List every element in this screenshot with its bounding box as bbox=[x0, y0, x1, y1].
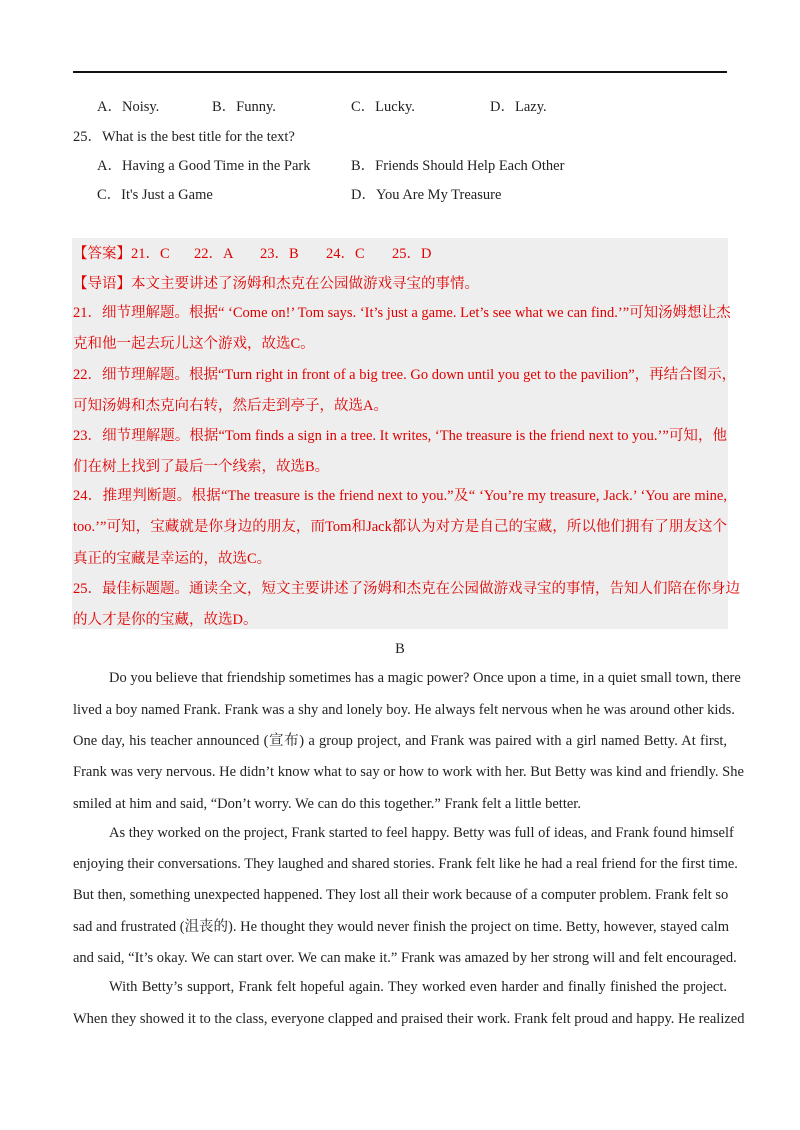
option-a[interactable]: A．Having a Good Time in the Park bbox=[97, 158, 311, 174]
option-b[interactable]: B．Funny. bbox=[212, 99, 276, 115]
guide-text: 【导语】本文主要讲述了汤姆和杰克在公园做游戏寻宝的事情。 bbox=[73, 276, 479, 292]
explanation-22-line-1: 22．细节理解题。根据“Turn right in front of a big tree. Go down until you get to the pavilion”，再结合图示， bbox=[73, 367, 737, 383]
explanation-24-line-3: 真正的宝藏是幸运的，故选C。 bbox=[73, 551, 272, 567]
explanation-23-line-2: 们在树上找到了最后一个线索，故选B。 bbox=[73, 459, 330, 475]
paragraph-2-line-1: As they worked on the project, Frank started to feel happy. Betty was full of ideas, and Frank found himself bbox=[109, 825, 734, 841]
paragraph-2-line-4: sad and frustrated (沮丧的). He thought they would never finish the project on time. Betty, however, stayed calm bbox=[73, 919, 730, 935]
explanation-25-line-1: 25．最佳标题题。通读全文，短文主要讲述了汤姆和杰克在公园做游戏寻宝的事情，告知人们陪在你身边 bbox=[73, 581, 740, 597]
paragraph-1-line-2: lived a boy named Frank. Frank was a shy and lonely boy. He always felt nervous when he was around other kids. bbox=[73, 702, 735, 718]
answer-22: 22．A bbox=[194, 246, 234, 262]
answer-24: 24．C bbox=[326, 246, 365, 262]
explanation-24-line-1: 24．推理判断题。根据“The treasure is the friend next to you.”及“ ‘You’re my treasure, Jack.’ ‘You are mine, bbox=[73, 488, 727, 504]
option-d[interactable]: D．Lazy. bbox=[490, 99, 547, 115]
answer-25: 25．D bbox=[392, 246, 432, 262]
option-b[interactable]: B．Friends Should Help Each Other bbox=[351, 158, 565, 174]
explanation-21-line-2: 克和他一起去玩儿这个游戏，故选C。 bbox=[73, 336, 315, 352]
paragraph-2-line-5: and said, “It’s okay. We can start over. We can make it.” Frank was amazed by her strong will and felt encouraged. bbox=[73, 950, 737, 966]
option-c[interactable]: C．It's Just a Game bbox=[97, 187, 213, 203]
explanation-24-line-2: too.’”可知，宝藏就是你身边的朋友，而Tom和Jack都认为对方是自己的宝藏，所以他们拥有了朋友这个 bbox=[73, 519, 727, 535]
answer-21: 21．C bbox=[131, 246, 170, 262]
option-a[interactable]: A．Noisy. bbox=[97, 99, 160, 115]
paragraph-1-line-3: One day, his teacher announced (宣布) a group project, and Frank was paired with a girl named Betty. At first, bbox=[73, 733, 727, 749]
explanation-22-line-2: 可知汤姆和杰克向右转，然后走到亭子，故选A。 bbox=[73, 398, 388, 414]
question-stem: 25．What is the best title for the text? bbox=[73, 129, 295, 145]
answer-23: 23．B bbox=[260, 246, 299, 262]
paragraph-2-line-3: But then, something unexpected happened. They lost all their work because of a computer problem. Frank felt so bbox=[73, 887, 729, 903]
paragraph-2-line-2: enjoying their conversations. They laughed and shared stories. Frank felt like he had a real friend for the first time. bbox=[73, 856, 738, 872]
paragraph-1-line-1: Do you believe that friendship sometimes has a magic power? Once upon a time, in a quiet small town, there bbox=[109, 670, 741, 686]
paragraph-3-line-1: With Betty’s support, Frank felt hopeful again. They worked even harder and finally finished the project. bbox=[109, 979, 727, 995]
paragraph-3-line-2: When they showed it to the class, everyone clapped and praised their work. Frank felt proud and happy. He realized bbox=[73, 1011, 745, 1027]
explanation-21-line-1: 21．细节理解题。根据“ ‘Come on!’ Tom says. ‘It’s just a game. Let’s see what we can find.’”可知汤姆想让杰 bbox=[73, 305, 731, 321]
option-c[interactable]: C．Lucky. bbox=[351, 99, 415, 115]
header-rule bbox=[73, 71, 727, 73]
option-d[interactable]: D．You Are My Treasure bbox=[351, 187, 502, 203]
answer-tag: 【答案】 bbox=[73, 246, 131, 262]
paragraph-1-line-4: Frank was very nervous. He didn’t know what to say or how to work with her. But Betty was kind and friendly. She bbox=[73, 764, 744, 780]
paragraph-1-line-5: smiled at him and said, “Don’t worry. We can do this together.” Frank felt a little better. bbox=[73, 796, 581, 812]
section-label: B bbox=[395, 641, 405, 657]
explanation-23-line-1: 23．细节理解题。根据“Tom finds a sign in a tree. It writes, ‘The treasure is the friend next to you.’”可知，他 bbox=[73, 428, 727, 444]
explanation-25-line-2: 的人才是你的宝藏，故选D。 bbox=[73, 612, 258, 628]
